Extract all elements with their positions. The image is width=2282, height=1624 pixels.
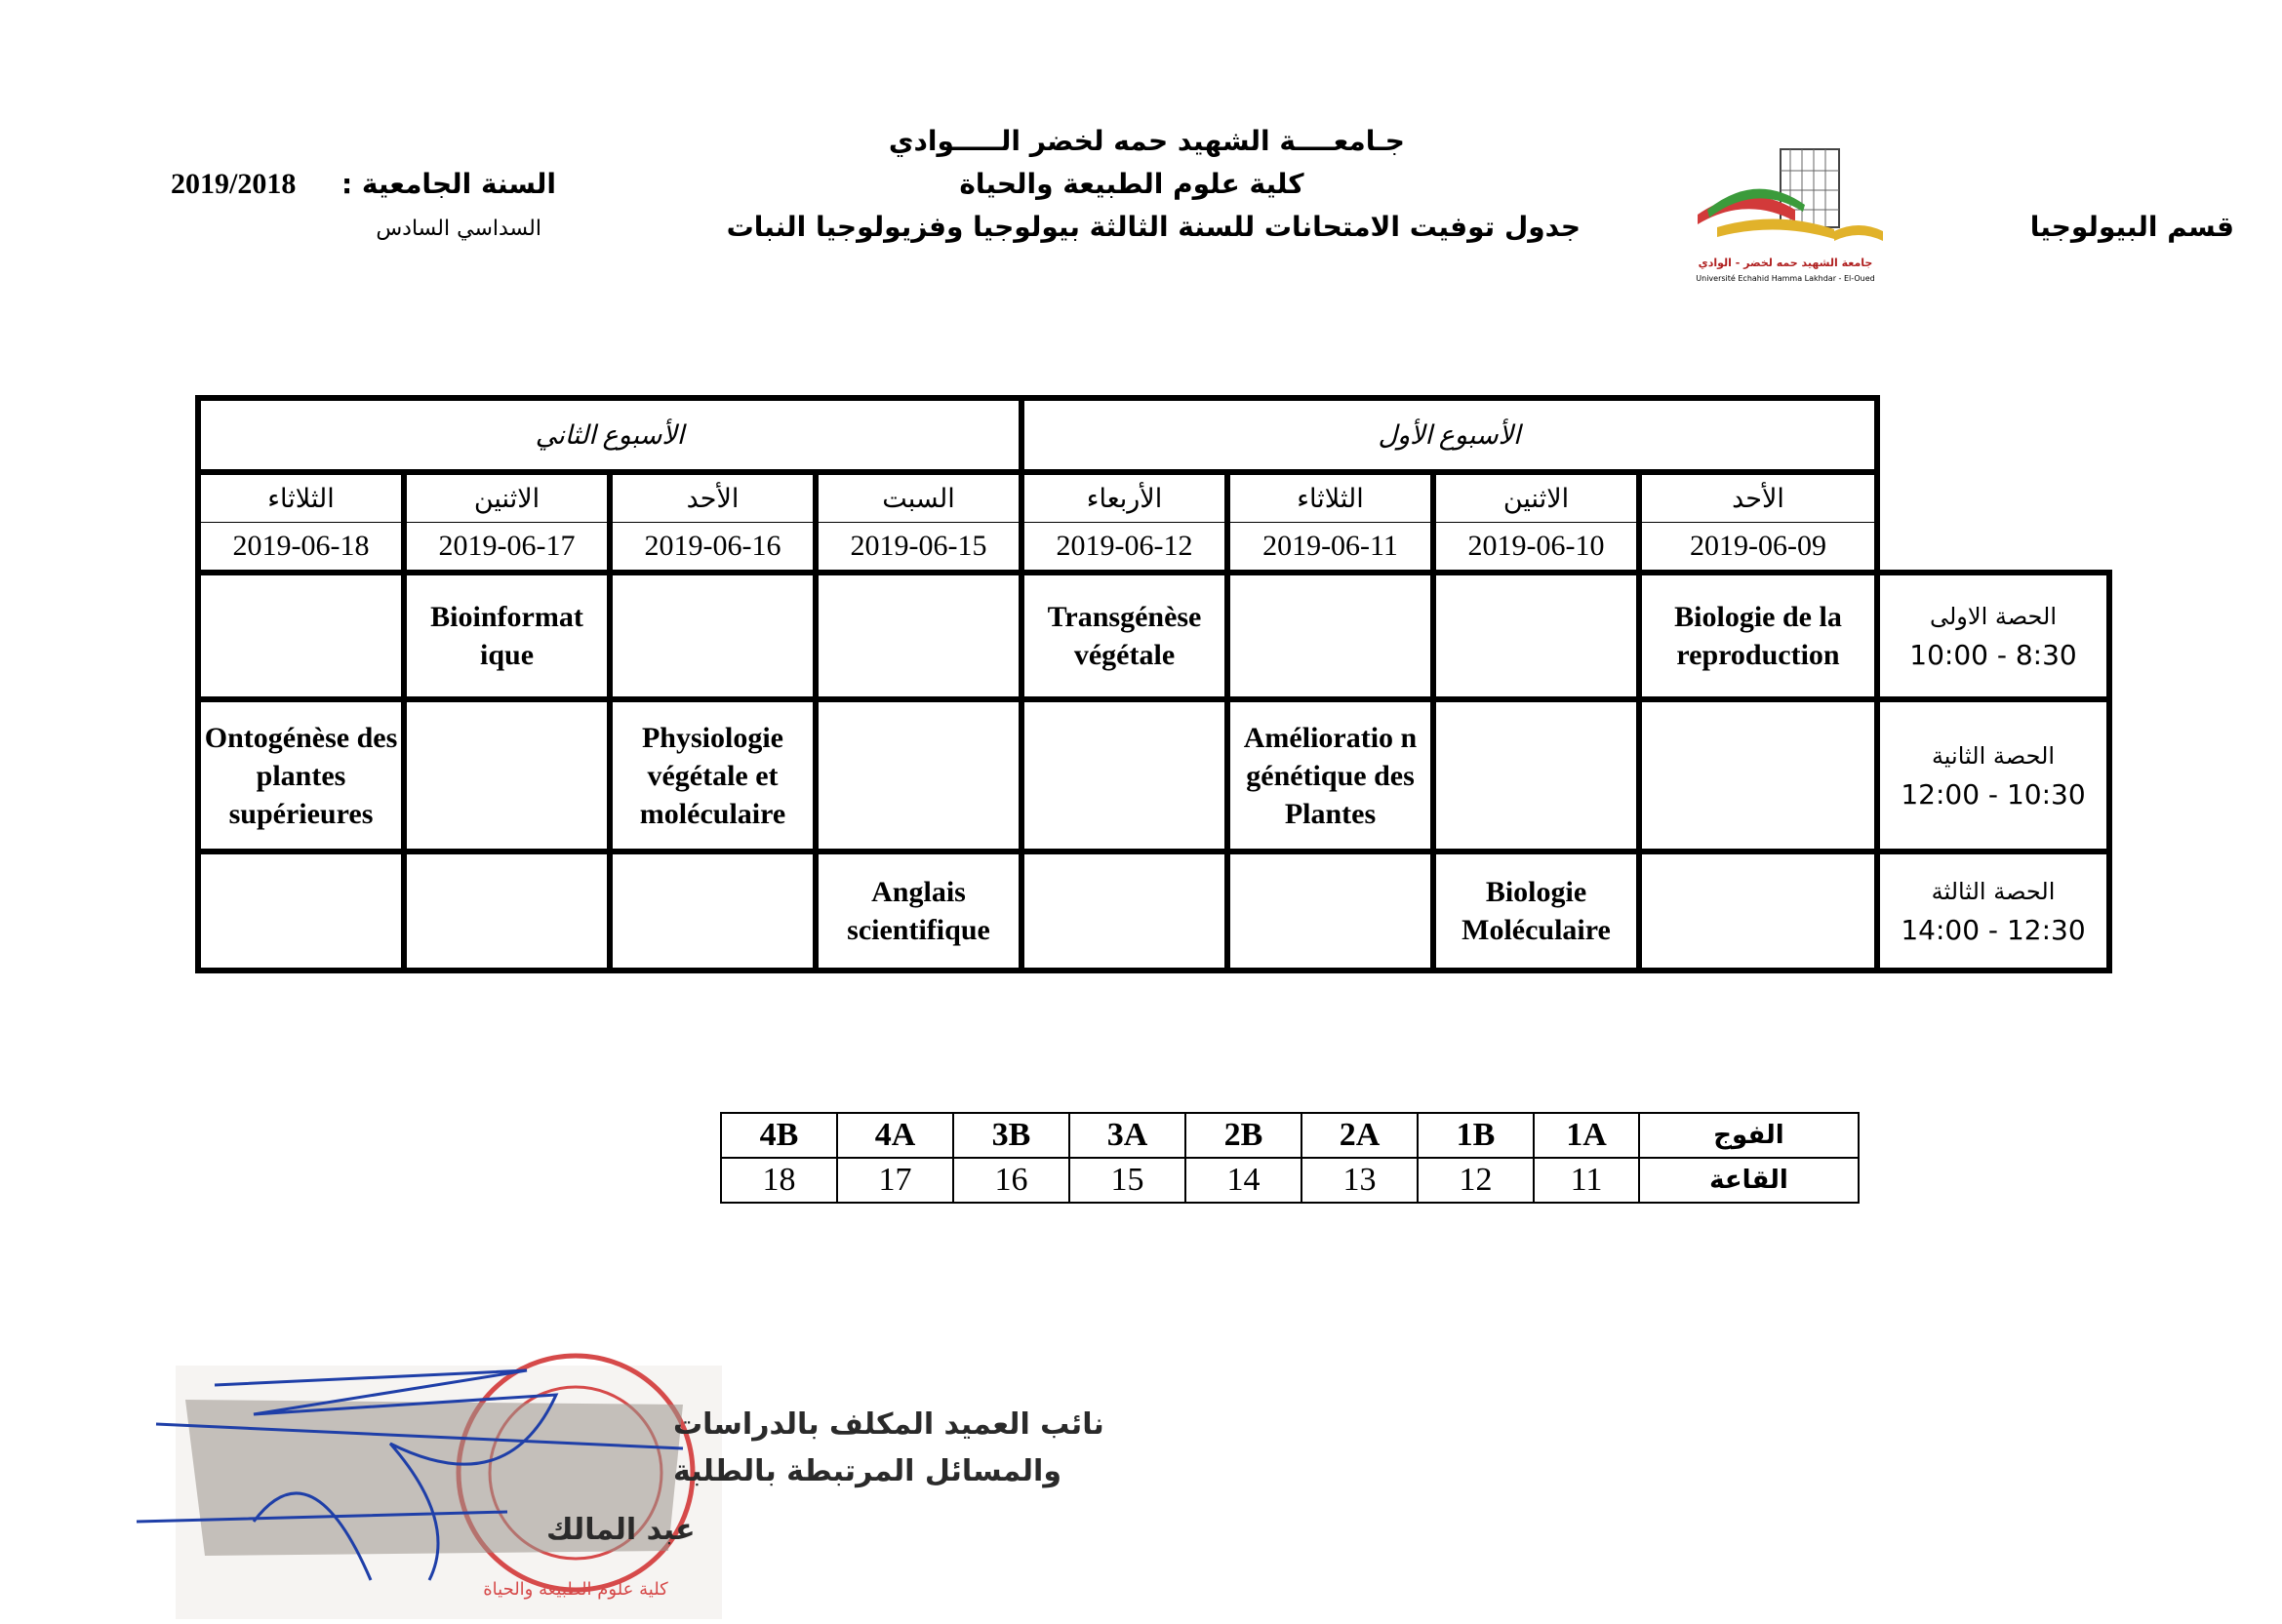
group-cell: 1A <box>1534 1113 1639 1158</box>
week-two-header: الأسبوع الثاني <box>198 398 1021 472</box>
exam-cell: Biologie Moléculaire <box>1433 852 1639 970</box>
signature-line2: والمسائل المرتبطة بالطلبة <box>673 1454 1061 1488</box>
exam-cell <box>610 573 816 699</box>
table-row <box>198 852 2109 970</box>
logo-text-fr: Université Echahid Hamma Lakhdar - El-Oued <box>1696 274 1875 283</box>
day-date: 2019-06-15 <box>816 523 1021 574</box>
room-cell: 17 <box>837 1158 953 1203</box>
group-cell: 4B <box>721 1113 837 1158</box>
academic-year-label: السنة الجامعية : <box>340 168 556 200</box>
room-cell: 16 <box>953 1158 1069 1203</box>
day-date: 2019-06-16 <box>610 523 816 574</box>
group-cell: 1B <box>1418 1113 1534 1158</box>
day-name: الاثنين <box>1433 472 1639 523</box>
slot-label: الحصة الثانية <box>1931 742 2056 770</box>
time-slot <box>1877 852 2109 970</box>
day-name: الاثنين <box>404 472 610 523</box>
exam-cell <box>198 852 404 970</box>
day-name: الأربعاء <box>1021 472 1227 523</box>
day-name: الثلاثاء <box>1227 472 1433 523</box>
exam-cell <box>1021 699 1227 852</box>
exam-cell: Biologie de la reproduction <box>1639 573 1877 699</box>
day-date: 2019-06-11 <box>1227 523 1433 574</box>
day-date: 2019-06-18 <box>198 523 404 574</box>
exam-cell <box>1021 852 1227 970</box>
slot-label: الحصة الاولى <box>1929 603 2058 630</box>
room-cell: 11 <box>1534 1158 1639 1203</box>
signature-line3: عبد المالك <box>546 1513 696 1547</box>
slot-time: 12:00 - 10:30 <box>1901 778 2086 811</box>
table-row <box>198 573 2109 699</box>
room-cell: 12 <box>1418 1158 1534 1203</box>
academic-year: 2019/2018 <box>171 168 297 200</box>
day-name: الأحد <box>610 472 816 523</box>
university-logo <box>1688 141 1893 288</box>
group-cell: 2A <box>1301 1113 1418 1158</box>
stamp-text: كلية علوم الطبيعة والحياة <box>483 1579 668 1600</box>
room-cell: 13 <box>1301 1158 1418 1203</box>
exam-cell <box>1639 699 1877 852</box>
exam-cell <box>1639 852 1877 970</box>
time-slot <box>1877 699 2109 852</box>
time-slot <box>1877 573 2109 699</box>
exam-cell <box>1227 852 1433 970</box>
exam-cell <box>1433 699 1639 852</box>
exam-cell <box>610 852 816 970</box>
group-room-table <box>720 1112 1860 1204</box>
exam-cell <box>1433 573 1639 699</box>
exam-cell <box>816 573 1021 699</box>
exam-cell: Transgénèse végétale <box>1021 573 1227 699</box>
day-name: الثلاثاء <box>198 472 404 523</box>
exam-cell: Amélioratio n génétique des Plantes <box>1227 699 1433 852</box>
day-date: 2019-06-12 <box>1021 523 1227 574</box>
room-cell: 18 <box>721 1158 837 1203</box>
department-name: قسم البيولوجيا <box>2029 211 2234 243</box>
signature-line1: نائب العميد المكلف بالدراسات <box>673 1407 1104 1442</box>
semester-label: السداسي السادس <box>376 217 541 241</box>
group-cell: 3A <box>1069 1113 1185 1158</box>
group-cell: 3B <box>953 1113 1069 1158</box>
exam-cell <box>404 852 610 970</box>
signature-stamp <box>137 1327 1104 1619</box>
day-name: السبت <box>816 472 1021 523</box>
university-name: جـامعــــة الشهيد حمه لخضر الـــــوادي <box>888 125 1405 157</box>
room-cell: 14 <box>1185 1158 1301 1203</box>
table-row <box>198 699 2109 852</box>
exam-cell: Physiologie végétale et moléculaire <box>610 699 816 852</box>
exam-cell <box>1227 573 1433 699</box>
table-row <box>721 1113 1859 1158</box>
table-row <box>721 1158 1859 1203</box>
group-row-label: الفوج <box>1639 1113 1859 1158</box>
day-name: الأحد <box>1639 472 1877 523</box>
exam-cell <box>198 573 404 699</box>
exam-cell: Ontogénèse des plantes supérieures <box>198 699 404 852</box>
exam-cell: Bioinformat ique <box>404 573 610 699</box>
logo-text-ar: جامعة الشهيد حمه لخضر - الوادي <box>1698 257 1873 269</box>
room-cell: 15 <box>1069 1158 1185 1203</box>
exam-cell <box>816 699 1021 852</box>
group-cell: 2B <box>1185 1113 1301 1158</box>
day-date: 2019-06-17 <box>404 523 610 574</box>
room-row-label: القاعة <box>1639 1158 1859 1203</box>
slot-time: 14:00 - 12:30 <box>1901 914 2086 946</box>
corner-empty <box>1877 398 2109 573</box>
slot-time: 10:00 - 8:30 <box>1909 639 2077 671</box>
exam-cell: Anglais scientifique <box>816 852 1021 970</box>
schedule-title: جدول توفيت الامتحانات للسنة الثالثة بيولوجيا وفزيولوجيا النبات <box>726 211 1581 243</box>
week-one-header: الأسبوع الأول <box>1021 398 1877 472</box>
faculty-name: كلية علوم الطبيعة والحياة <box>959 168 1304 200</box>
exam-cell <box>404 699 610 852</box>
day-date: 2019-06-10 <box>1433 523 1639 574</box>
slot-label: الحصة الثالثة <box>1931 878 2056 905</box>
group-cell: 4A <box>837 1113 953 1158</box>
day-date: 2019-06-09 <box>1639 523 1877 574</box>
exam-schedule-table <box>195 395 2112 973</box>
